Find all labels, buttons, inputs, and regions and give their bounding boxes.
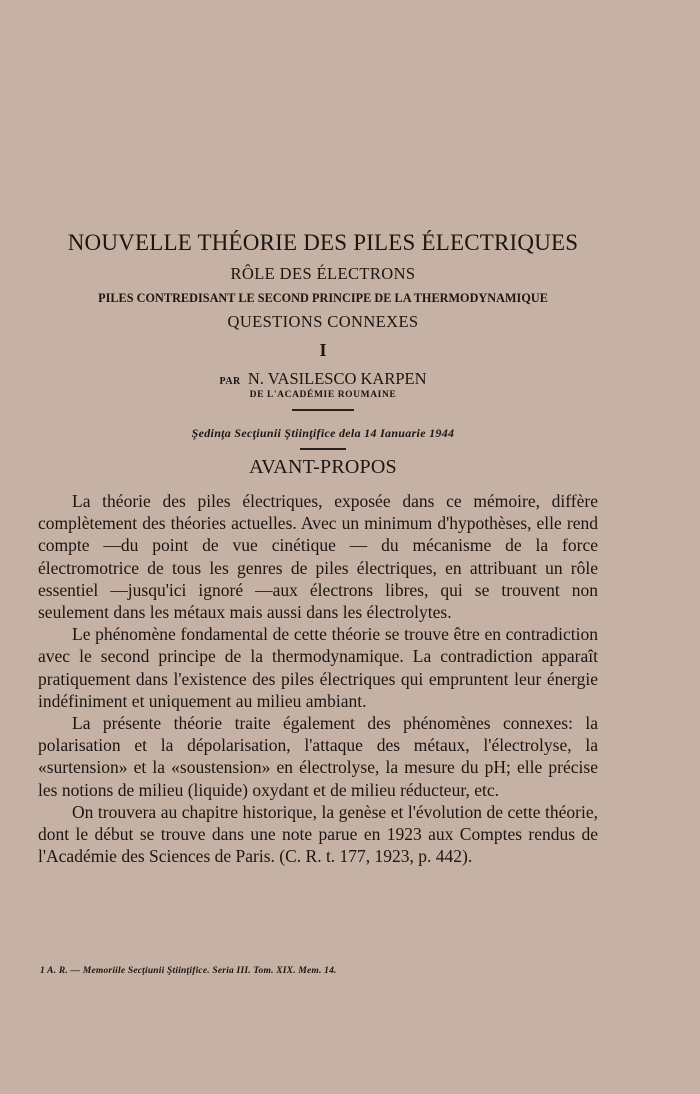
part-number: I xyxy=(319,340,327,360)
footnote: 1 A. R. — Memoriile Secţiunii Ştiinţifice. Seria III. Tom. XIX. Mem. 14. xyxy=(40,966,337,976)
divider-top xyxy=(292,409,354,411)
paragraph: On trouvera au chapitre historique, la genèse et l'évolution de cette théorie, dont le début se trouve dans une note parue en 1923 aux Comptes rendus de l'Académie des Sciences de Paris. (C. R. t. 177, 1923, p. 442). xyxy=(38,801,598,867)
paragraph: La présente théorie traite également des phénomènes connexes: la polarisation et la dépolarisation, l'attaque des métaux, l'électrolyse, la «surtension» et la «soustension» en électrolyse, la mesure du pH; elle précise les notions de milieu (liquide) oxydant et de milieu réducteur, etc. xyxy=(38,713,598,800)
section-heading: AVANT-PROPOS xyxy=(249,456,397,478)
author-affiliation: DE L'ACADÉMIE ROUMAINE xyxy=(249,390,397,400)
author-name: N. VASILESCO KARPEN xyxy=(247,369,427,388)
divider-bottom xyxy=(300,448,346,450)
subtitle-role-electrons: RÔLE DES ÉLECTRONS xyxy=(230,264,416,283)
author-prefix: PAR xyxy=(219,376,241,387)
subtitle-thermodynamics: PILES CONTREDISANT LE SECOND PRINCIPE DE LA THERMODYNAMIQUE xyxy=(98,291,548,305)
author-line xyxy=(0,369,646,389)
paragraph: La théorie des piles électriques, exposée dans ce mémoire, diffère complètement des théories actuelles. Avec un minimum d'hypothèses, elle rend compte —du point de vue cinétique — du mécanisme de la force électromotrice de tous les genres de piles électriques, en attribuant un rôle essentiel —jusqu'ici ignoré —aux électrons libres, qui se trouvent non seulement dans les métaux mais aussi dans les électrolytes. xyxy=(38,491,598,623)
body-text xyxy=(38,490,598,867)
subtitle-questions: QUESTIONS CONNEXES xyxy=(227,312,419,331)
page-title: NOUVELLE THÉORIE DES PILES ÉLECTRIQUES xyxy=(67,230,579,255)
paragraph: Le phénomène fondamental de cette théorie se trouve être en contradiction avec le second principe de la thermodynamique. La contradiction apparaît pratiquement dans l'existence des piles électriques qui empruntent leur énergie indéfiniment et uniquement au milieu ambiant. xyxy=(38,624,598,711)
session-note: Şedinţa Secţiunii Ştiinţifice dela 14 Ianuarie 1944 xyxy=(191,426,455,440)
